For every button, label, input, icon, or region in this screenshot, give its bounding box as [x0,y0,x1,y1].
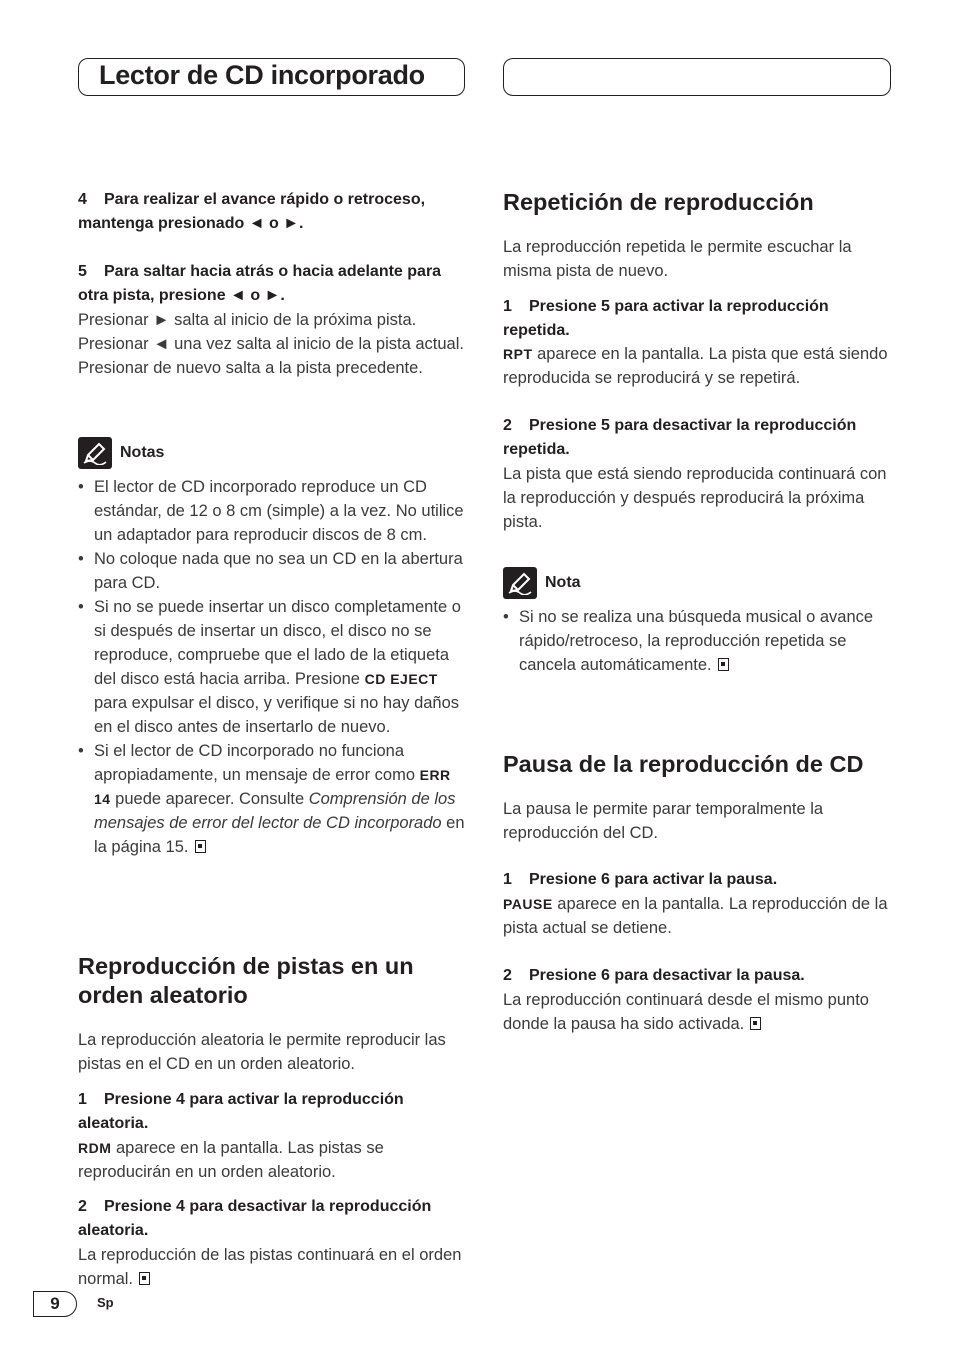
section-title-repeat: Repetición de reproducción [503,189,814,215]
pause-intro: La pausa le permite parar temporalmente la reproducción del CD. [503,800,824,842]
end-mark-icon [195,840,206,853]
end-mark-icon [718,658,729,671]
random-step-2: 2 Presione 4 para desactivar la reproducción aleatoria. [78,1198,432,1239]
pause-step-1: 1 Presione 6 para activar la pausa. [503,871,778,888]
rpt-code: RPT [503,346,533,362]
pencil-note-icon [78,437,112,469]
list-item: • No coloque nada que no sea un CD en la abertura para CD. [78,547,468,595]
rdm-code: RDM [78,1140,112,1156]
cross-reference: Comprensión de los mensajes de error del lector de CD incorporado [94,790,456,832]
list-item: • Si no se realiza una búsqueda musical o avance rápido/retroceso, la reproducción repetida se cancela automáticamente. [503,605,895,677]
header-title-box [78,58,465,96]
random-step-1: 1 Presione 4 para activar la reproducción aleatoria. [78,1091,404,1132]
pencil-note-icon [503,567,537,599]
notes-header [78,437,164,469]
repeat-intro: La reproducción repetida le permite escuchar la misma pista de nuevo. [503,238,852,280]
note-label: Nota [545,574,581,591]
header-blank-box [503,58,891,96]
note-header [503,567,581,599]
notes-label: Notas [120,444,165,461]
list-item: • Si no se puede insertar un disco completamente o si después de insertar un disco, el disco no se reproduce, compruebe que el lado de la etiqueta del disco está hacia arriba. Presione CD EJECT para expulsar el disco, y verifique si no hay daños en el disco antes de insertarlo de nuevo. [78,595,468,739]
list-item: • Si el lector de CD incorporado no funciona apropiadamente, un mensaje de error como ERR 14 puede aparecer. Consulte Comprensión de los mensajes de error del lector de CD incorporado en la página 15. [78,739,468,859]
page-title: Lector de CD incorporado [99,60,425,90]
repeat-step-2: 2 Presione 5 para desactivar la reproducción repetida. [503,417,857,458]
section-title-random: Reproducción de pistas en un orden aleatorio [78,953,414,1008]
list-item: • El lector de CD incorporado reproduce un CD estándar, de 12 o 8 cm (simple) a la vez. No utilice un adaptador para reproducir discos de 8 cm. [78,475,468,547]
random-step-1-body: RDM aparece en la pantalla. Las pistas se reproducirán en un orden aleatorio. [78,1139,384,1181]
section-title-pause: Pausa de la reproducción de CD [503,751,864,777]
step-5-body: Presionar ► salta al inicio de la próxima pista. Presionar ◄ una vez salta al inicio de la pista actual. Presionar de nuevo salta a la pista precedente. [78,311,464,377]
end-mark-icon [139,1272,150,1285]
repeat-step-1: 1 Presione 5 para activar la reproducción repetida. [503,298,829,339]
end-mark-icon [750,1017,761,1030]
random-step-2-body: La reproducción de las pistas continuará en el orden normal. [78,1246,462,1288]
note-list [503,605,895,677]
pause-step-1-body: PAUSE aparece en la pantalla. La reproducción de la pista actual se detiene. [503,895,888,937]
random-intro: La reproducción aleatoria le permite reproducir las pistas en el CD en un orden aleatorio. [78,1031,446,1073]
err-code: ERR 14 [94,767,451,807]
step-4: 4 Para realizar el avance rápido o retroceso, mantenga presionado ◄ o ►. [78,191,426,232]
language-code: Sp [97,1295,114,1310]
cd-eject-code: CD EJECT [364,671,438,687]
repeat-step-2-body: La pista que está siendo reproducida continuará con la reproducción y después reproducirá la próxima pista. [503,465,887,531]
notes-list [78,475,468,859]
repeat-step-1-body: RPT aparece en la pantalla. La pista que está siendo reproducida se reproducirá y se repetirá. [503,345,888,387]
step-5: 5 Para saltar hacia atrás o hacia adelante para otra pista, presione ◄ o ►. [78,263,442,304]
pause-step-2: 2 Presione 6 para desactivar la pausa. [503,967,805,984]
pause-step-2-body: La reproducción continuará desde el mismo punto donde la pausa ha sido activada. [503,991,869,1033]
pause-code: PAUSE [503,896,553,912]
page-number: 9 [33,1291,77,1317]
